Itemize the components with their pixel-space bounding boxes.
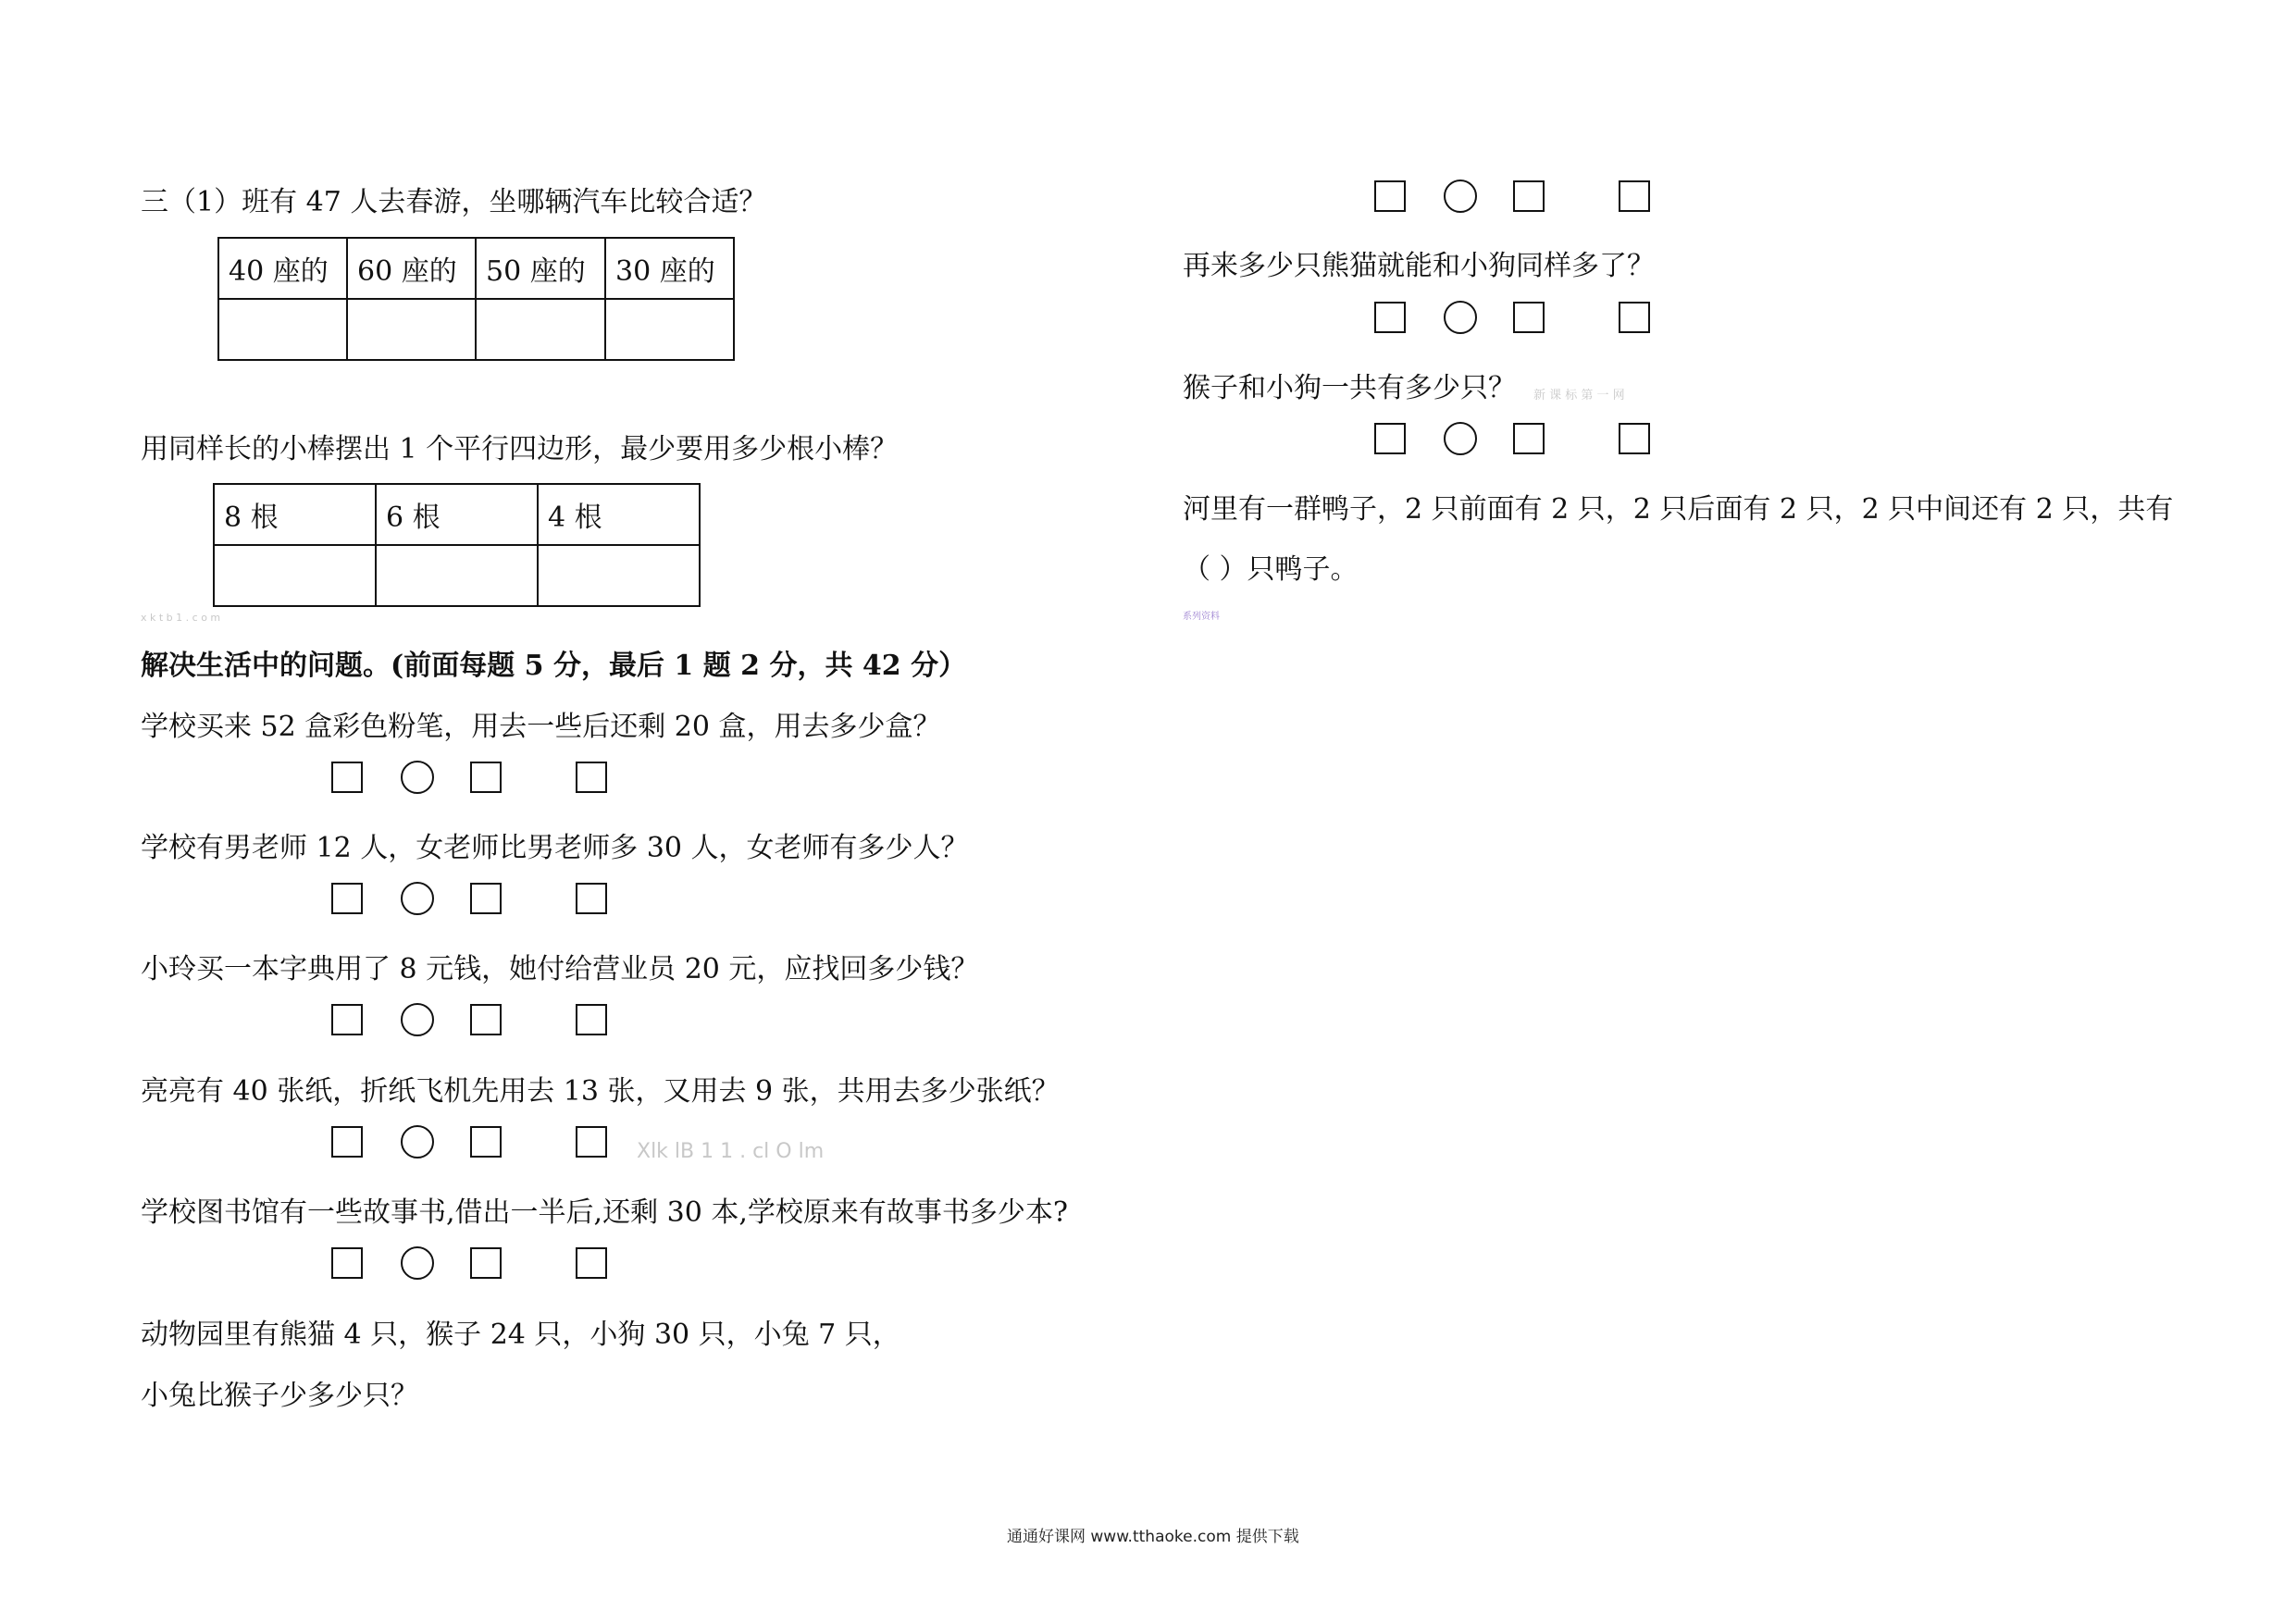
operator-circle[interactable] [1444,180,1477,213]
answer-box[interactable] [470,1126,502,1158]
bus-option-60: 60 座的 [347,238,476,299]
operator-circle[interactable] [401,761,434,794]
bus-option-50: 50 座的 [476,238,605,299]
answer-box[interactable] [1374,302,1406,333]
answer-box[interactable] [1513,302,1545,333]
sticks-option-4: 4 根 [538,484,700,545]
operator-circle[interactable] [401,882,434,915]
zoo-intro: 动物园里有熊猫 4 只，猴子 24 只，小狗 30 只，小兔 7 只， [141,1319,900,1351]
answer-box[interactable] [1374,423,1406,454]
bus-answer-cell[interactable] [476,299,605,360]
operator-circle[interactable] [401,1125,434,1158]
operator-circle[interactable] [1444,422,1477,455]
sticks-answer-cell[interactable] [538,545,700,606]
question-teachers: 学校有男老师 12 人，女老师比男老师多 30 人，女老师有多少人？ [141,832,969,864]
equation-row [329,759,625,796]
bus-answer-cell[interactable] [347,299,476,360]
equation-row [329,1001,625,1038]
sticks-answer-cell[interactable] [214,545,376,606]
answer-box[interactable] [331,1004,363,1035]
question-rabbit-monkey: 小兔比猴子少多少只？ [141,1380,418,1412]
bus-answer-cell[interactable] [605,299,734,360]
operator-circle[interactable] [401,1246,434,1280]
bus-option-40: 40 座的 [218,238,347,299]
question-chalk: 学校买来 52 盒彩色粉笔，用去一些后还剩 20 盒，用去多少盒？ [141,711,941,743]
answer-box[interactable] [576,762,607,793]
answer-box[interactable] [1619,180,1650,212]
answer-box[interactable] [1374,180,1406,212]
question-paper: 亮亮有 40 张纸，折纸飞机先用去 13 张，又用去 9 张，共用去多少张纸？ [141,1075,1060,1108]
bus-option-30: 30 座的 [605,238,734,299]
watermark-small: x k t b 1 . c o m [141,612,221,624]
footer: 通通好课网 www.tthaoke.com 提供下载 [1007,1528,1299,1546]
answer-box[interactable] [331,1247,363,1279]
equation-row [329,1245,625,1282]
question-ducks-line2: （ ）只鸭子。 [1183,553,1359,586]
answer-box[interactable] [331,1126,363,1158]
bus-options-table [217,237,735,361]
equation-row [1371,299,1668,336]
answer-box[interactable] [1619,302,1650,333]
operator-circle[interactable] [401,1003,434,1036]
answer-box[interactable] [576,1004,607,1035]
question-dictionary: 小玲买一本字典用了 8 元钱，她付给营业员 20 元，应找回多少钱？ [141,953,979,985]
answer-box[interactable] [331,762,363,793]
answer-box[interactable] [470,883,502,914]
answer-box[interactable] [1619,423,1650,454]
equation-row [329,1123,625,1160]
sticks-options-table [213,483,701,607]
answer-box[interactable] [470,1247,502,1279]
question-panda: 再来多少只熊猫就能和小狗同样多了？ [1183,250,1655,282]
watermark-purple: 系列资料 [1183,612,1220,622]
section-title: 解决生活中的问题。(前面每题 5 分，最后 1 题 2 分，共 42 分） [141,650,967,682]
question-sticks: 用同样长的小棒摆出 1 个平行四边形，最少要用多少根小棒？ [141,433,899,465]
question-library: 学校图书馆有一些故事书,借出一半后,还剩 30 本,学校原来有故事书多少本? [141,1196,1068,1229]
watermark-mid: Xlk lB 1 1 . cl O lm [637,1140,825,1163]
answer-box[interactable] [1513,180,1545,212]
answer-box[interactable] [470,1004,502,1035]
question-monkey-dog: 猴子和小狗一共有多少只？ [1183,372,1516,404]
equation-row [1371,178,1668,215]
answer-box[interactable] [470,762,502,793]
answer-box[interactable] [576,1126,607,1158]
answer-box[interactable] [576,883,607,914]
equation-row [329,880,625,917]
answer-box[interactable] [1513,423,1545,454]
question-bus: 三（1）班有 47 人去春游，坐哪辆汽车比较合适？ [141,186,767,218]
equation-row [1371,420,1668,457]
sticks-option-8: 8 根 [214,484,376,545]
question-ducks-line1: 河里有一群鸭子，2 只前面有 2 只，2 只后面有 2 只，2 只中间还有 2 只，共有 [1183,493,2174,526]
sticks-option-6: 6 根 [376,484,538,545]
answer-box[interactable] [576,1247,607,1279]
bus-answer-cell[interactable] [218,299,347,360]
answer-box[interactable] [331,883,363,914]
watermark-xkb: 新 课 标 第 一 网 [1533,389,1625,403]
operator-circle[interactable] [1444,301,1477,334]
sticks-answer-cell[interactable] [376,545,538,606]
